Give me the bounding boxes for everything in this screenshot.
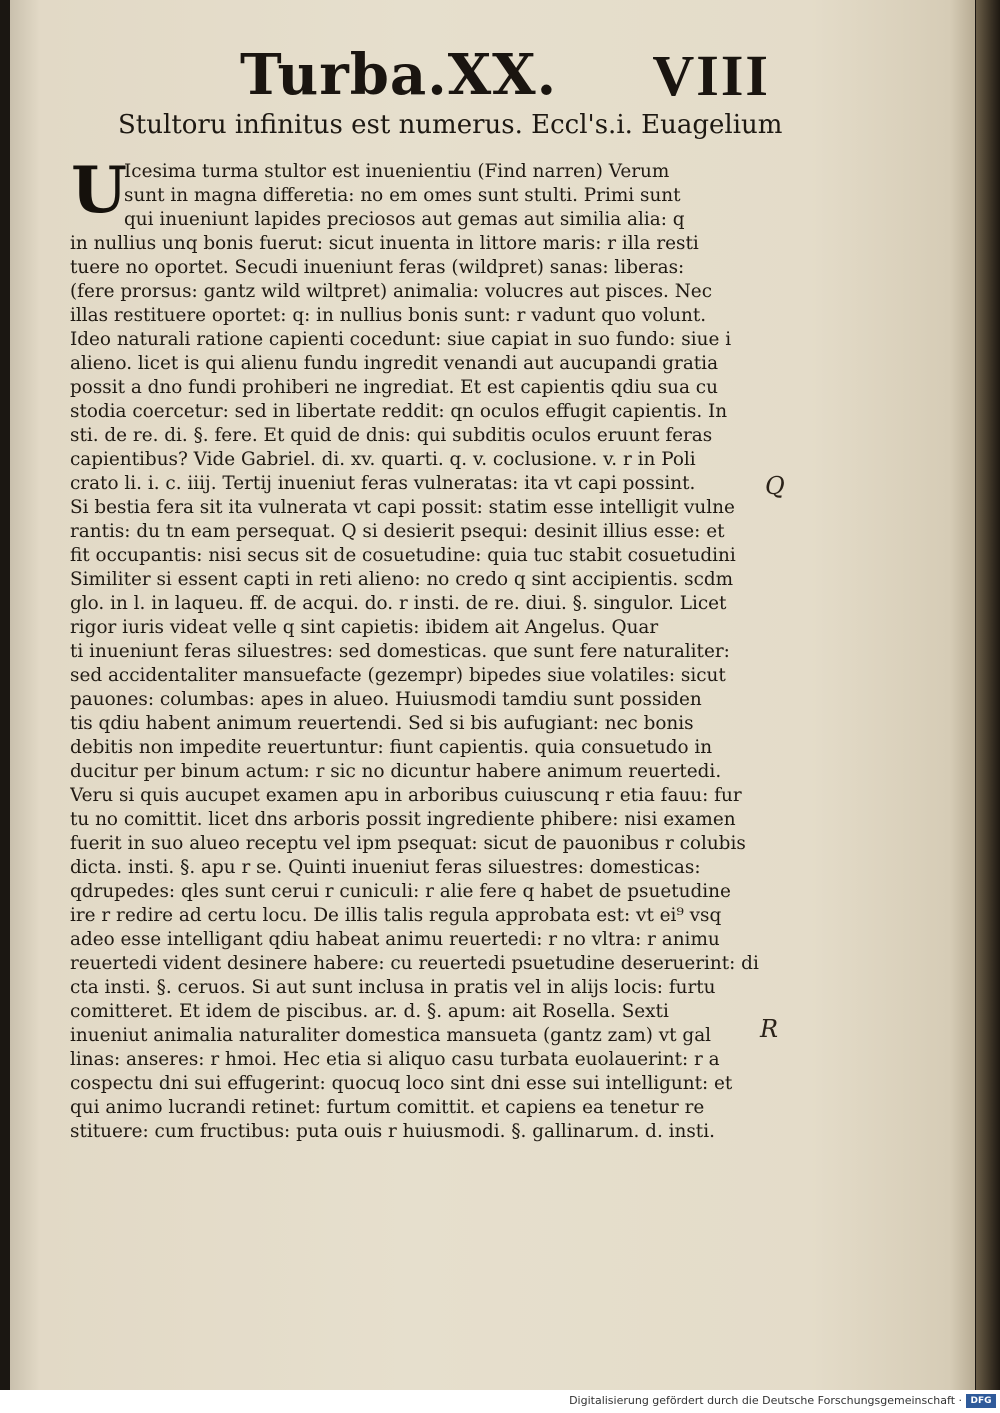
text-line: Icesima turma stultor est inuenientiu (Find narren) Verum <box>124 161 670 182</box>
text-line: comitteret. Et idem de piscibus. ar. d. §. apum: ait Rosella. Sexti <box>70 1001 669 1022</box>
text-line: linas: anseres: r hmoi. Hec etia si aliquo casu turbata euolauerint: r a <box>70 1049 720 1070</box>
text-line: dicta. insti. §. apu r se. Quinti inueniut feras siluestres: domesticas: <box>70 857 701 878</box>
text-line: rantis: du tn eam persequat. Q si desierit psequi: desinit illius esse: et <box>70 521 725 542</box>
text-line: Ideo naturali ratione capienti cocedunt: siue capiat in suo fundo: siue i <box>70 329 732 350</box>
text-line: in nullius unq bonis fuerut: sicut inuenta in littore maris: r illa resti <box>70 233 699 254</box>
text-line: pauones: columbas: apes in alueo. Huiusmodi tamdiu sunt possiden <box>70 689 702 710</box>
text-line: alieno. licet is qui alienu fundu ingredit venandi aut aucupandi gratia <box>70 353 719 374</box>
text-line: cospectu dni sui effugerint: quocuq loco sint dni esse sui intelligunt: et <box>70 1073 733 1094</box>
paper-sheet <box>10 0 975 1390</box>
text-line: sunt in magna differetia: no em omes sunt stulti. Primi sunt <box>124 185 681 206</box>
margin-note-q: Q <box>765 472 785 500</box>
funding-credit: Digitalisierung gefördert durch die Deutsche Forschungsgemeinschaft · <box>569 1394 962 1407</box>
text-line: tuere no oportet. Secudi inueniunt feras (wildpret) sanas: liberas: <box>70 257 685 278</box>
text-line: qui animo lucrandi retinet: furtum comittit. et capiens ea tenetur re <box>70 1097 705 1118</box>
text-line: possit a dno fundi prohiberi ne ingrediat. Et est capientis qdiu sua cu <box>70 377 718 398</box>
text-line: (fere prorsus: gantz wild wiltpret) animalia: volucres aut pisces. Nec <box>70 281 712 302</box>
text-line: ire r redire ad certu locu. De illis talis regula approbata est: vt ei⁹ vsq <box>70 905 722 926</box>
text-line: ti inueniunt feras siluestres: sed domesticas. que sunt fere naturaliter: <box>70 641 730 662</box>
running-title: Turba.XX. <box>240 42 558 108</box>
text-line: illas restituere oportet: q: in nullius bonis sunt: r vadunt quo volunt. <box>70 305 707 326</box>
text-line: tu no comittit. licet dns arboris possit ingrediente phibere: nisi examen <box>70 809 736 830</box>
text-line: crato li. i. c. iiij. Tertij inueniut feras vulneratas: ita vt capi possint. <box>70 473 696 494</box>
text-lines <box>70 153 770 1144</box>
digitization-footer <box>0 1390 1000 1413</box>
text-line: fuerit in suo alueo receptu vel ipm psequat: sicut de pauonibus r colubis <box>70 833 746 854</box>
text-line: cta insti. §. ceruos. Si aut sunt inclusa in pratis vel in alijs locis: furtu <box>70 977 716 998</box>
text-line: adeo esse intelligant qdiu habeat animu reuertedi: r no vltra: r animu <box>70 929 720 950</box>
text-line: sti. de re. di. §. fere. Et quid de dnis: qui subditis oculos eruunt feras <box>70 425 713 446</box>
text-line: capientibus? Vide Gabriel. di. xv. quarti. q. v. coclusione. v. r in Poli <box>70 449 696 470</box>
text-line: Veru si quis aucupet examen apu in arboribus cuiuscunq r etia fauu: fur <box>70 785 742 806</box>
text-line: qui inueniunt lapides preciosos aut gemas aut similia alia: q <box>124 209 685 230</box>
margin-note-r: R <box>760 1015 779 1043</box>
dfg-logo: DFG <box>966 1394 996 1408</box>
text-line: rigor iuris videat velle q sint capietis: ibidem ait Angelus. Quar <box>70 617 659 638</box>
text-line: stituere: cum fructibus: puta ouis r huiusmodi. §. gallinarum. d. insti. <box>70 1121 715 1142</box>
text-line: fit occupantis: nisi secus sit de cosuetudine: quia tuc stabit cosuetudini <box>70 545 736 566</box>
text-line: glo. in l. in laqueu. ff. de acqui. do. r insti. de re. diui. §. singulor. Licet <box>70 593 727 614</box>
text-line: Similiter si essent capti in reti alieno: no credo q sint accipientis. scdm <box>70 569 734 590</box>
page-edge <box>976 0 1000 1390</box>
text-line: qdrupedes: qles sunt cerui r cuniculi: r alie fere q habet de psuetudine <box>70 881 731 902</box>
chapter-subtitle: Stultoru infinitus est numerus. Eccl's.i. Euagelium <box>118 110 783 140</box>
folio-number: VIII <box>652 43 770 108</box>
text-block <box>70 153 770 1144</box>
text-line: tis qdiu habent animum reuertendi. Sed si bis aufugiant: nec bonis <box>70 713 694 734</box>
text-line: reuertedi vident desinere habere: cu reuertedi psuetudine deseruerint: di <box>70 953 759 974</box>
text-line: Si bestia fera sit ita vulnerata vt capi possit: statim esse intelligit vulne <box>70 497 735 518</box>
page-header <box>210 42 770 112</box>
text-line: ducitur per binum actum: r sic no dicuntur habere animum reuertedi. <box>70 761 722 782</box>
decorated-initial: U <box>71 153 127 228</box>
text-line: debitis non impedite reuertuntur: fiunt capientis. quia consuetudo in <box>70 737 713 758</box>
text-line: stodia coercetur: sed in libertate reddit: qn oculos effugit capientis. In <box>70 401 728 422</box>
text-line: inueniut animalia naturaliter domestica mansueta (gantz zam) vt gal <box>70 1025 712 1046</box>
text-line: sed accidentaliter mansuefacte (gezempr) bipedes siue volatiles: sicut <box>70 665 726 686</box>
